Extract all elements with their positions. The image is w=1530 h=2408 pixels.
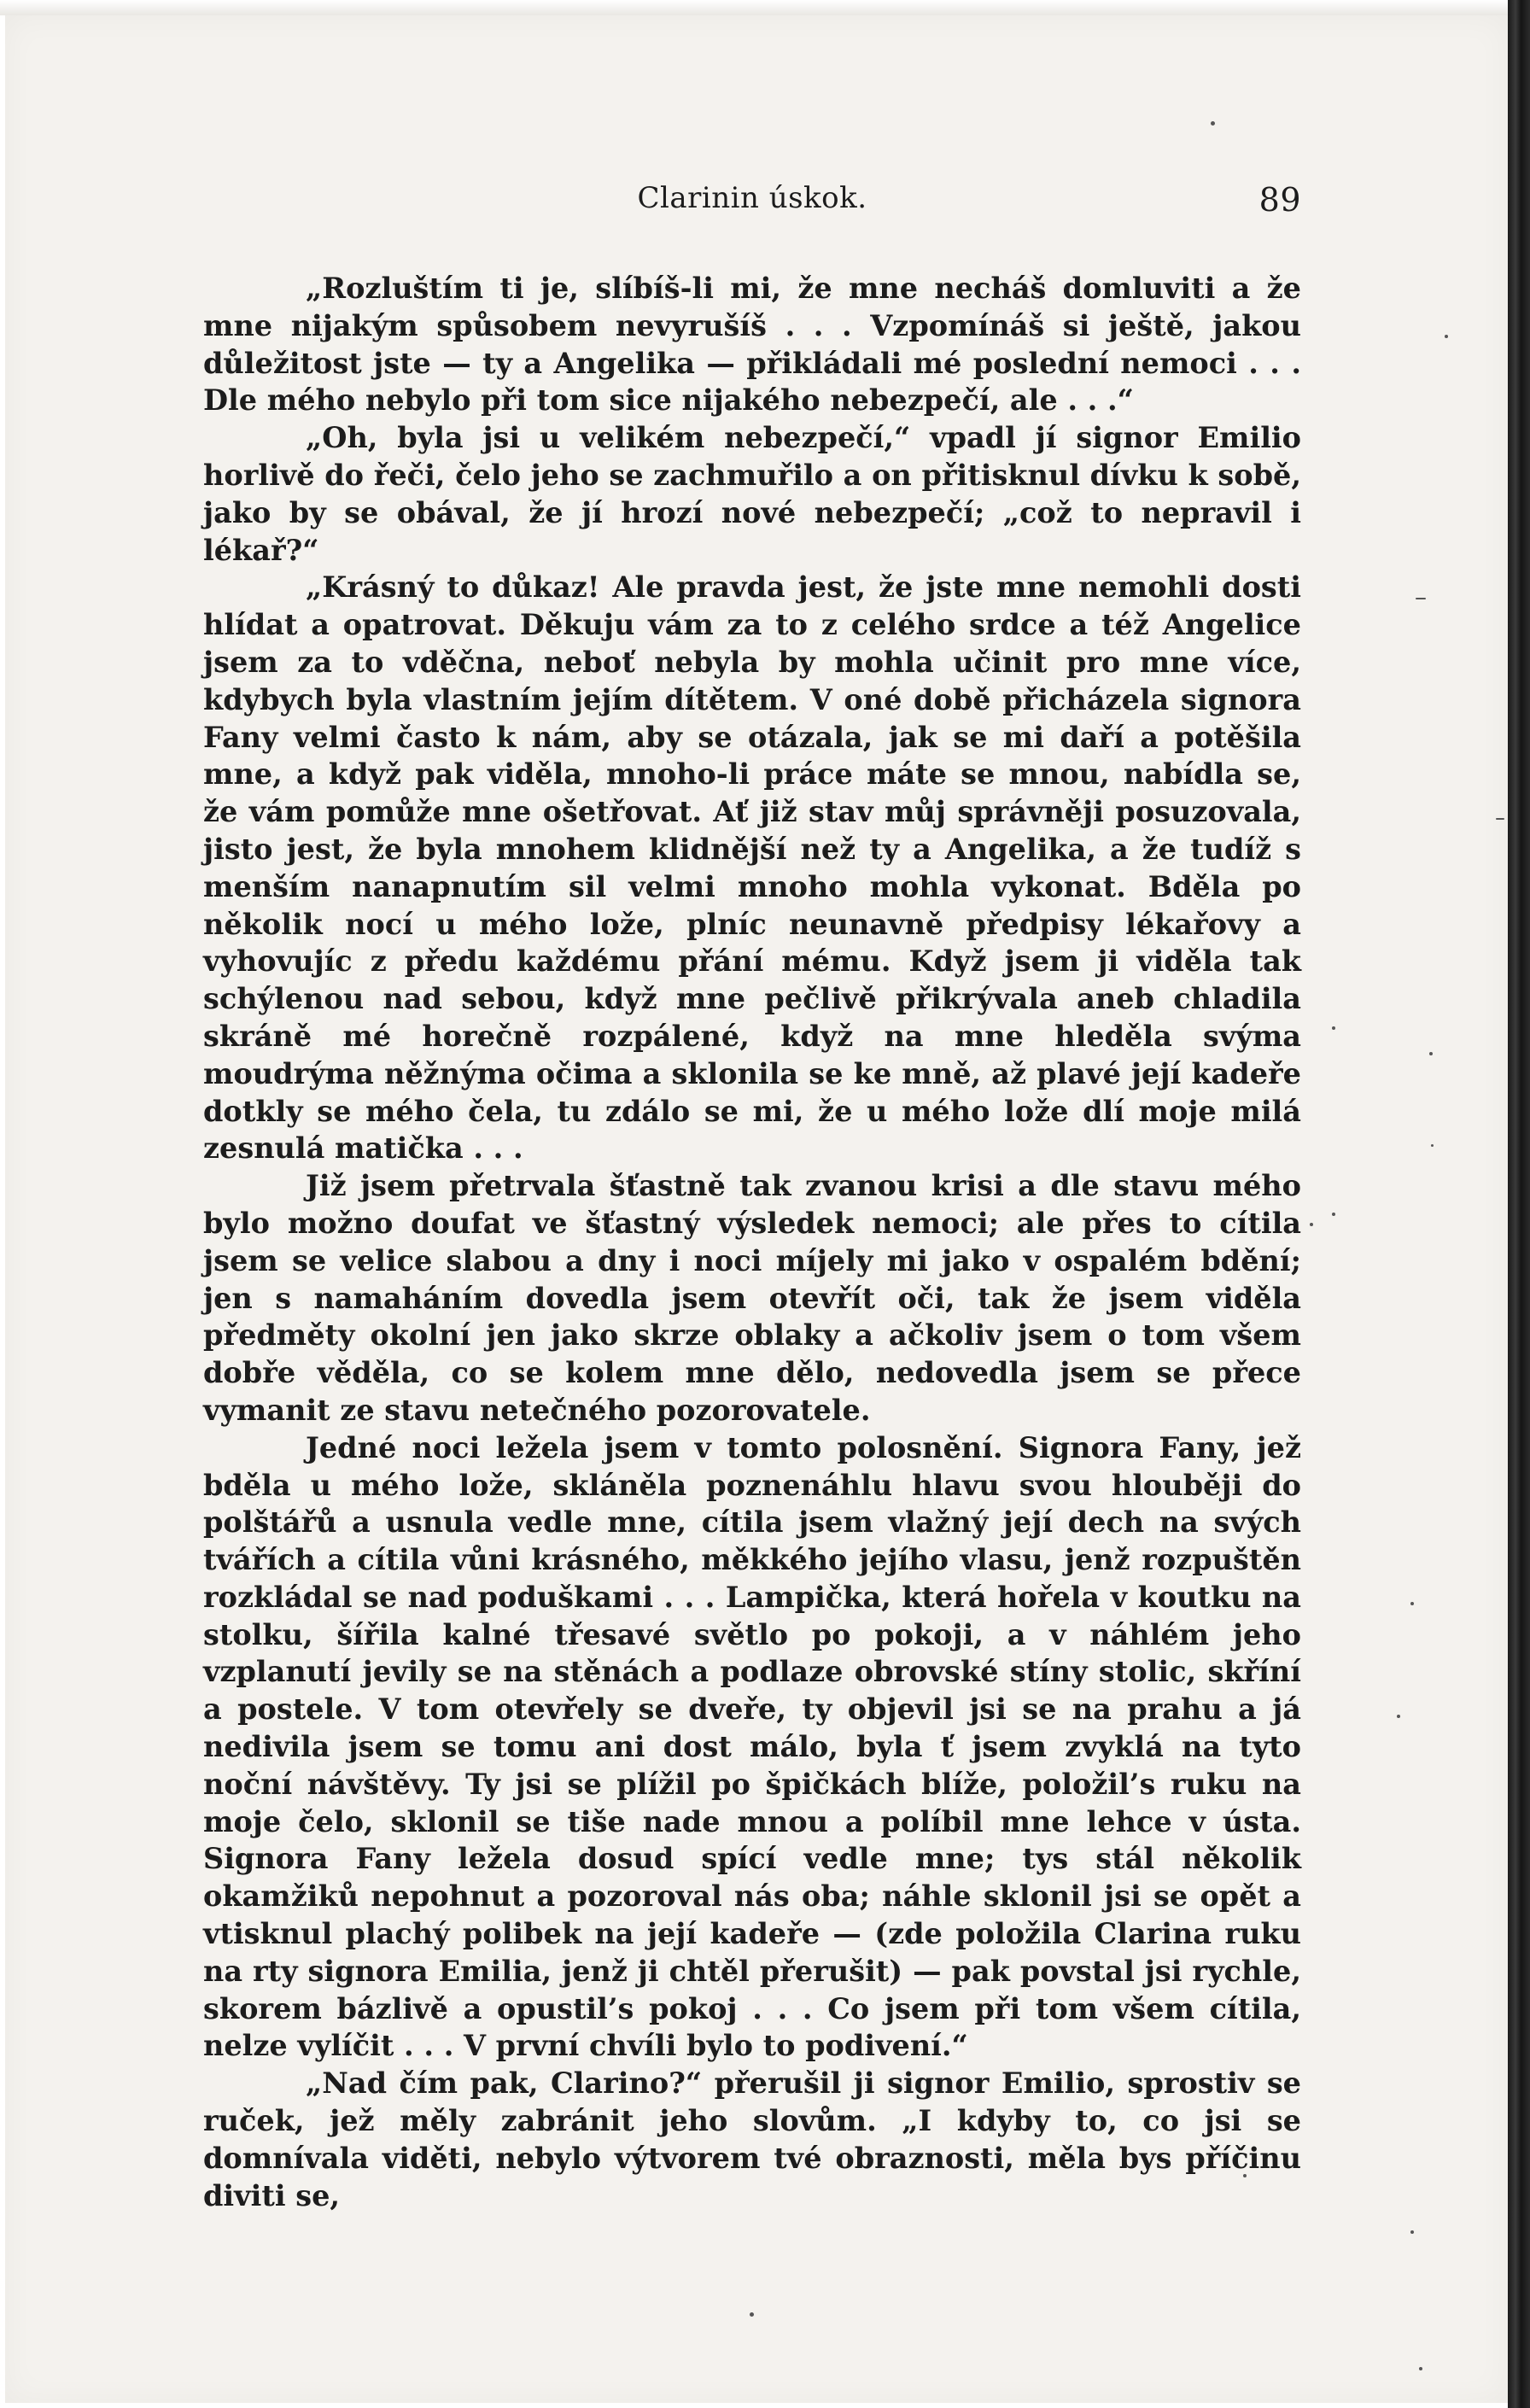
page-header xyxy=(203,176,1301,227)
speck xyxy=(1211,121,1215,126)
speck xyxy=(1410,1602,1414,1605)
body-text xyxy=(203,270,1301,2214)
speck xyxy=(1496,818,1504,820)
speck xyxy=(1410,2230,1414,2234)
speck xyxy=(1332,1026,1335,1030)
speck xyxy=(1419,2367,1422,2370)
scan-top-margin xyxy=(0,0,1530,15)
paragraph: „Rozluštím ti je, slíbíš-li mi, že mne necháš domluviti a že mne nijakým spůsobem nevyrušíš . . . Vzpomínáš si ještě, jakou důležitost jste — ty a Angelika — přikládali mé poslední nemoci . . . Dle mého nebylo při tom sice nijakého nebezpečí, ale . . .“ xyxy=(203,272,1301,418)
page-number: 89 xyxy=(1258,181,1301,219)
speck xyxy=(750,2312,754,2317)
paragraph: „Krásný to důkaz! Ale pravda jest, že jste mne nemohli dosti hlídat a opatrovat. Děkuju vám za to z celého srdce a též Angelice jsem za to vděčna, neboť nebyla by mohla učinit pro mne více, kdybych byla vlastním jejím dítětem. V oné době přicházela signora Fany velmi často k nám, aby se otázala, jak se mi daří a potěšila mne, a když pak viděla, mnoho-li práce máte se mnou, nabídla se, že vám pomůže mne ošetřovat. Ať již stav můj správněji posuzovala, jisto jest, že byla mnohem klidnější než ty a Angelika, a že tudíž s menším nanapnutím sil velmi mnoho mohla vykonat. Bděla po několik nocí u mého lože, plníc neunavně předpisy lékařovy a vyhovujíc z předu každému přání mému. Když jsem ji viděla tak schýlenou nad sebou, když mne pečlivě přikrývala aneb chladila skráně mé horečně rozpálené, když na mne hleděla svýma moudrýma něžnýma očima a sklonila se ke mně, až plavé její kadeře dotkly se mého čela, tu zdálo se mi, že u mého lože dlí moje milá zesnulá matička . . . xyxy=(203,570,1301,1166)
running-title: Clarinin úskok. xyxy=(637,181,867,215)
paragraph: „Nad čím pak, Clarino?“ přerušil ji signor Emilio, sprostiv se ruček, jež měly zabránit jeho slovům. „I kdyby to, co jsi se domnívala viděti, nebylo výtvorem tvé obraznosti, měla bys příčinu diviti se, xyxy=(203,2066,1301,2212)
speck xyxy=(1431,1144,1434,1147)
paragraph: Již jsem přetrvala šťastně tak zvanou krisi a dle stavu mého bylo možno doufat ve šťastný výsledek nemoci; ale přes to cítila jsem se velice slabou a dny i noci míjely mi jako v ospalém bdění; jen s namaháním dovedla jsem otevřít oči, tak že jsem viděla předměty okolní jen jako skrze oblaky a ačkoliv jsem o tom všem dobře věděla, co se kolem mne dělo, nedovedla jsem se přece vymanit ze stavu netečného pozorovatele. xyxy=(203,1169,1301,1427)
speck xyxy=(1310,1223,1313,1226)
speck xyxy=(1429,1052,1433,1055)
paragraph: „Oh, byla jsi u velikém nebezpečí,“ vpadl jí signor Emilio horlivě do řeči, čelo jeho se zachmuřilo a on přitisknul dívku k sobě, jako by se obával, že jí hrozí nové nebezpečí; „což to nepravil i lékař?“ xyxy=(203,421,1301,567)
speck xyxy=(1445,335,1448,338)
speck xyxy=(1397,1715,1400,1718)
book-spine-shadow xyxy=(1508,0,1530,2408)
paragraph: Jedné noci ležela jsem v tomto polosnění. Signora Fany, jež bděla u mého lože, skláněla poznenáhlu hlavu svou hlouběji do polštářů a usnula vedle mne, cítila jsem vlažný její dech na svých tvářích a cítila vůni krásného, měkkého jejího vlasu, jenž rozpuštěn rozkládal se nad poduškami . . . Lampička, která hořela v koutku na stolku, šířila kalné třesavé světlo po pokoji, a v náhlém jeho vzplanutí jevily se na stěnách a podlaze obrovské stíny stolic, skříní a postele. V tom otevřely se dveře, ty objevil jsi se na prahu a já nedivila jsem se tomu ani dost málo, byla ť jsem zvyklá na tyto noční návštěvy. Ty jsi se plížil po špičkách blíže, položil’s ruku na moje čelo, sklonil se tiše nade mnou a políbil mne lehce v ústa. Signora Fany ležela dosud spící vedle mne; tys stál několik okamžiků nepohnut a pozoroval nás oba; náhle sklonil jsi se opět a vtisknul plachý polibek na její kadeře — (zde položila Clarina ruku na rty signora Emilia, jenž ji chtěl přerušit) — pak povstal jsi rychle, skorem bázlivě a opustil’s pokoj . . . Co jsem při tom všem cítila, nelze vylíčit . . . V první chvíli bylo to podivení.“ xyxy=(203,1430,1301,2063)
speck xyxy=(1332,1213,1335,1216)
text-page xyxy=(203,176,1301,2214)
speck xyxy=(1416,598,1426,599)
